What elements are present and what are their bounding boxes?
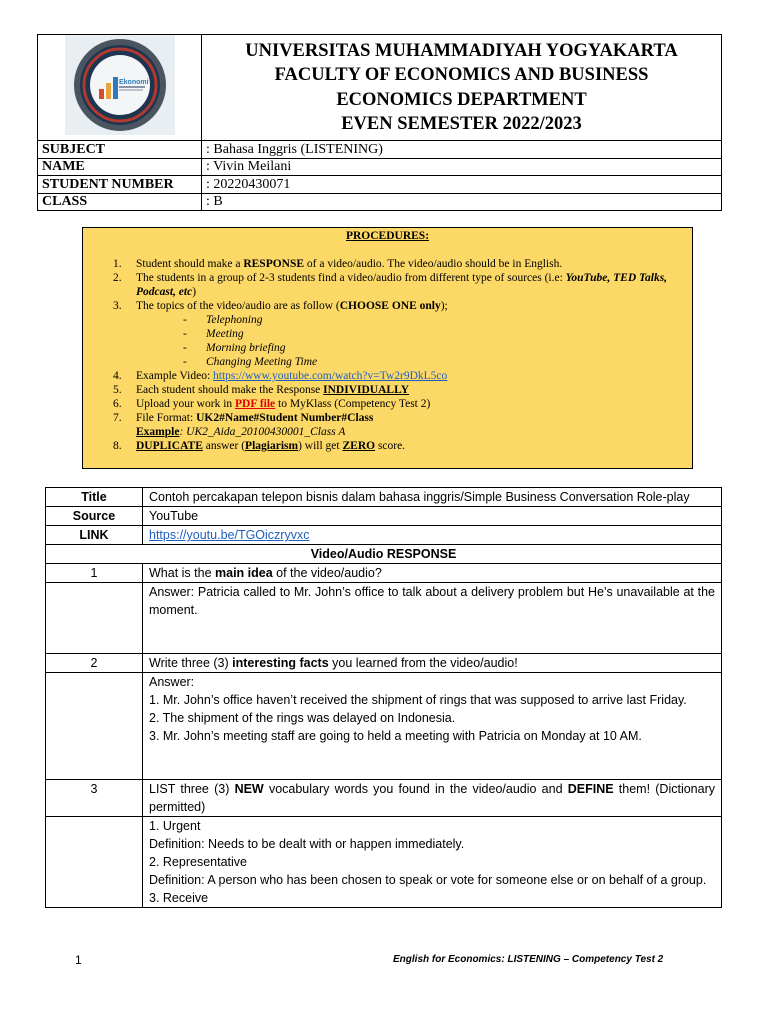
- footer-course-title: English for Economics: LISTENING – Competency Test 2: [393, 954, 664, 965]
- question-1-row: [46, 564, 722, 583]
- info-row-student-number: [38, 176, 722, 194]
- title-value: Contoh percakapan telepon bisnis dalam bahasa inggris/Simple Business Conversation Role-play: [143, 488, 722, 507]
- subject-label: SUBJECT: [38, 141, 202, 159]
- answer-3-block: [143, 817, 722, 908]
- name-label: NAME: [38, 158, 202, 176]
- answer-2-row: [46, 673, 722, 780]
- example-video-link[interactable]: https://www.youtube.com/watch?v=Tw2r9DkL5co: [213, 370, 448, 382]
- class-label: CLASS: [38, 193, 202, 211]
- subject-value: : Bahasa Inggris (LISTENING): [202, 141, 722, 159]
- response-table: [45, 487, 722, 908]
- procedures-title: PROCEDURES:: [345, 230, 430, 242]
- question-2-text: Write three (3) interesting facts you learned from the video/audio!: [143, 654, 722, 673]
- source-value: YouTube: [143, 507, 722, 526]
- class-value: : B: [202, 193, 722, 211]
- answer-3-line: 3. Receive: [149, 891, 209, 905]
- student-number-label: STUDENT NUMBER: [38, 176, 202, 194]
- link-cell: [143, 526, 722, 545]
- source-label: Source: [46, 507, 143, 526]
- procedure-item-3: 3. The topics of the video/audio are as follow (CHOOSE ONE only);: [113, 300, 448, 312]
- procedures-box: [82, 227, 693, 469]
- info-row-class: [38, 193, 722, 211]
- procedure-item-5: 5. Each student should make the Response INDIVIDUALLY: [113, 384, 410, 396]
- question-3-row: [46, 780, 722, 817]
- procedure-item-8: 8. DUPLICATE answer (Plagiarism) will get ZERO score.: [113, 440, 406, 452]
- procedure-item-2: 2. The students in a group of 2-3 students find a video/audio from different type of sources (i.e: YouTube, TED Talks, Podcast, etc): [113, 272, 668, 298]
- name-value: : Vivin Meilani: [202, 158, 722, 176]
- title-row: [46, 488, 722, 507]
- procedure-item-7-example: Example: UK2_Aida_20100430001_Class A: [136, 426, 346, 438]
- procedure-item-1: 1. Student should make a RESPONSE of a video/audio. The video/audio should be in English.: [113, 258, 563, 270]
- procedure-item-4: 4. Example Video: https://www.youtube.com/watch?v=Tw2r9DkL5co: [113, 370, 448, 382]
- source-row: [46, 507, 722, 526]
- answer-3-line: Definition: A person who has been chosen to speak or vote for someone else or on behalf of a group.: [149, 873, 707, 887]
- answer-3-line: 1. Urgent: [149, 819, 201, 833]
- question-2-row: [46, 654, 722, 673]
- semester-label: EVEN SEMESTER 2022/2023: [341, 114, 582, 134]
- header-table: [37, 34, 722, 211]
- question-3-text: LIST three (3) NEW vocabulary words you found in the video/audio and DEFINE them! (Dictionary permitted): [143, 780, 722, 817]
- question-1-number: 1: [46, 564, 143, 583]
- info-row-subject: [38, 141, 722, 159]
- answer-3-line: 2. Representative: [149, 855, 247, 869]
- answer-2-line: 1. Mr. John’s office haven’t received the shipment of rings that was supposed to arrive last Friday.: [149, 693, 687, 707]
- answer-2-line: 3. Mr. John’s meeting staff are going to held a meeting with Patricia on Monday at 10 AM.: [149, 729, 642, 743]
- answer-2-block: [143, 673, 722, 780]
- logo-text: Ekonomi: [118, 79, 149, 86]
- logo-cell: [38, 35, 202, 141]
- answer-2-line: 2. The shipment of the rings was delayed on Indonesia.: [149, 711, 456, 725]
- question-1-text: What is the main idea of the video/audio?: [143, 564, 722, 583]
- page-number: 1: [75, 953, 82, 967]
- title-label: Title: [46, 488, 143, 507]
- info-row-name: [38, 158, 722, 176]
- answer-3-row: [46, 817, 722, 908]
- answer-3-line: Definition: Needs to be dealt with or happen immediately.: [149, 837, 465, 851]
- link-label: LINK: [46, 526, 143, 545]
- topic-morning-briefing: - Morning briefing: [183, 342, 286, 354]
- answer-1-row: [46, 583, 722, 654]
- procedure-item-6: 6. Upload your work in PDF file to MyKlass (Competency Test 2): [113, 398, 431, 410]
- student-number-value: : 20220430071: [202, 176, 722, 194]
- department-name: ECONOMICS DEPARTMENT: [336, 89, 587, 110]
- university-logo: [65, 35, 175, 135]
- section-heading: Video/Audio RESPONSE: [46, 545, 722, 564]
- topic-meeting: - Meeting: [183, 328, 244, 340]
- topic-changing-meeting-time: - Changing Meeting Time: [183, 356, 318, 368]
- video-link[interactable]: https://youtu.be/TGOiczryvxc: [149, 528, 310, 542]
- section-heading-row: [46, 545, 722, 564]
- answer-2-line: Answer:: [149, 675, 195, 689]
- university-name: UNIVERSITAS MUHAMMADIYAH YOGYAKARTA: [245, 40, 678, 61]
- procedures-list: [83, 257, 723, 453]
- question-2-number: 2: [46, 654, 143, 673]
- link-row: [46, 526, 722, 545]
- faculty-name: FACULTY OF ECONOMICS AND BUSINESS: [274, 65, 649, 85]
- topic-telephoning: - Telephoning: [183, 314, 263, 326]
- question-3-number: 3: [46, 780, 143, 817]
- university-title-block: [202, 35, 722, 141]
- procedure-item-7: 7. File Format: UK2#Name#Student Number#Class: [113, 412, 374, 424]
- answer-1-text: Answer: Patricia called to Mr. John’s office to talk about a delivery problem but He’s unavailable at the moment.: [143, 583, 722, 654]
